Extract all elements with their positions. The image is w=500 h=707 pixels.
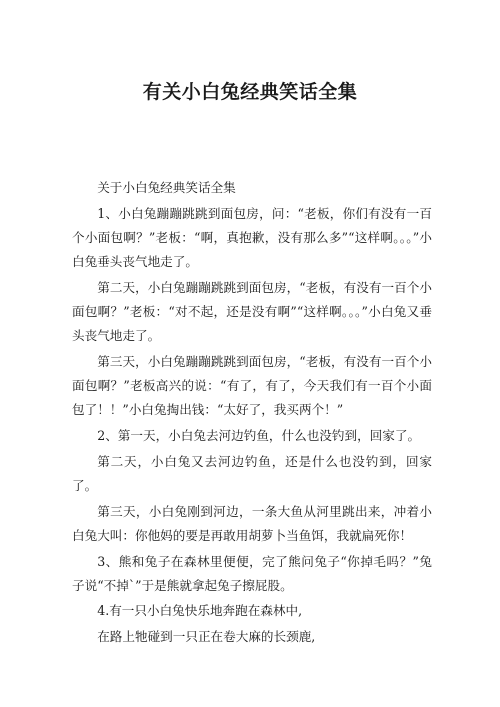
paragraph-joke-4-line-1: 4.有一只小白兔快乐地奔跑在森林中, [97, 603, 303, 619]
paragraph-intro: 关于小白兔经典笑话全集 [97, 180, 236, 195]
document-title: 有关小白兔经典笑话全集 [142, 81, 358, 103]
paragraph-joke-1-day-3: 第三天，小白兔蹦蹦跳跳到面包房，“老板，有没有一百个小面包啊？”老板高兴的说：“有了，有了，今天我们有一百个小面包了！！”小白兔掏出钱：“太好了，我买两个！” [72, 353, 432, 418]
paragraph-joke-1-day-2: 第二天，小白兔蹦蹦跳跳到面包房，“老板，有没有一百个小面包啊？”老板：“对不起，还是没有啊”“这样啊。。。”小白兔又垂头丧气地走了。 [72, 279, 432, 344]
paragraph-joke-2-day-3: 第三天，小白兔刚到河边，一条大鱼从河里跳出来，冲着小白兔大叫：你他妈的要是再敢用胡萝卜当鱼饵，我就扁死你！ [72, 503, 432, 543]
paragraph-joke-1-day-1: 1、小白兔蹦蹦跳跳到面包房，问：“老板，你们有没有一百个小面包啊？”老板：“啊，真抱歉，没有那么多”“这样啊。。。”小白兔垂头丧气地走了。 [72, 205, 432, 270]
paragraph-joke-3: 3、熊和兔子在森林里便便，完了熊问兔子“你掉毛吗？”兔子说“不掉`”于是熊就拿起兔子擦屁股。 [72, 553, 432, 593]
paragraph-joke-4-line-2: 在路上牠碰到一只正在卷大麻的长颈鹿, [97, 629, 316, 645]
paragraph-joke-2-day-2: 第二天，小白兔又去河边钓鱼，还是什么也没钓到，回家了。 [72, 453, 432, 493]
paragraph-joke-2-day-1: 2、第一天，小白兔去河边钓鱼，什么也没钓到，回家了。 [97, 428, 421, 444]
document-body [72, 176, 432, 651]
